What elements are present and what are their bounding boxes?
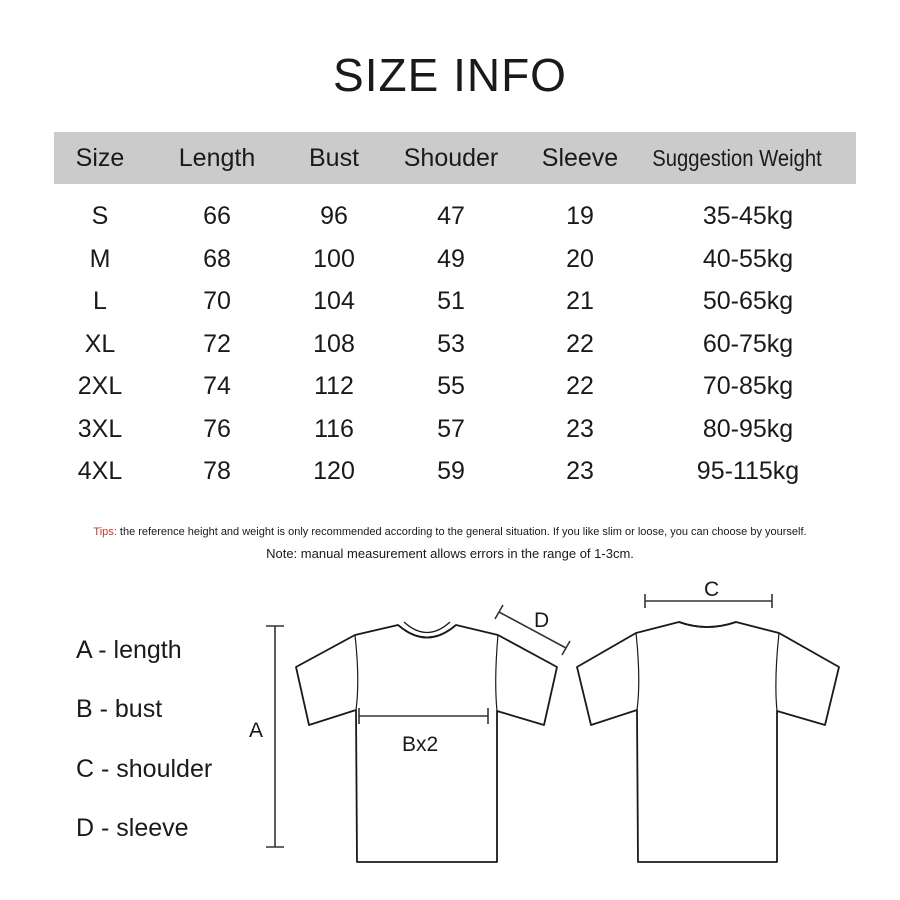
tshirt-back-icon [577, 622, 839, 862]
header-size: Size [75, 144, 125, 172]
cell-sleeve: 22 [566, 329, 594, 358]
cell-bust: 108 [313, 329, 355, 358]
legend-length: A - length [76, 636, 182, 664]
header-shoulder: Shouder [403, 144, 499, 172]
legend-sleeve: D - sleeve [76, 814, 189, 842]
cell-length: 78 [203, 457, 231, 485]
cell-weight: 40-55kg [702, 244, 794, 273]
header-bust: Bust [308, 144, 360, 172]
tips-label: Tips: [93, 526, 117, 538]
cell-length: 66 [203, 202, 231, 230]
cell-length: 68 [203, 244, 231, 273]
cell-sleeve: 19 [566, 202, 594, 230]
cell-size: M [89, 244, 111, 273]
cell-weight: 50-65kg [702, 287, 794, 315]
cell-bust: 104 [313, 287, 355, 315]
length-dimension [266, 626, 284, 847]
cell-shoulder: 49 [437, 244, 465, 273]
label-a: A [249, 719, 264, 742]
page-title: SIZE INFO [333, 49, 567, 101]
cell-length: 74 [203, 372, 231, 400]
cell-size: S [91, 202, 109, 230]
cell-shoulder: 53 [437, 329, 465, 358]
cell-bust: 116 [314, 414, 354, 443]
cell-weight: 80-95kg [702, 414, 794, 443]
cell-size: XL [84, 329, 116, 358]
cell-length: 72 [203, 329, 231, 358]
cell-sleeve: 21 [566, 287, 594, 315]
label-c: C [704, 578, 720, 601]
cell-shoulder: 47 [437, 202, 465, 230]
header-length: Length [178, 144, 256, 172]
cell-length: 70 [203, 287, 231, 315]
cell-size: 4XL [77, 457, 123, 485]
legend-bust: B - bust [76, 695, 163, 723]
cell-length: 76 [203, 414, 231, 443]
measurement-note: Note: manual measurement allows errors in the range of 1-3cm. [266, 546, 634, 561]
cell-size: 2XL [77, 372, 123, 400]
cell-shoulder: 59 [437, 457, 465, 485]
cell-size: 3XL [77, 414, 123, 443]
cell-weight: 95-115kg [696, 457, 800, 485]
cell-bust: 100 [313, 244, 355, 273]
cell-sleeve: 20 [566, 244, 594, 273]
cell-bust: 96 [320, 202, 348, 230]
header-suggestion-weight: Suggestion Weight [652, 145, 822, 171]
cell-sleeve: 23 [566, 414, 594, 443]
cell-sleeve: 23 [566, 457, 594, 485]
cell-sleeve: 22 [566, 372, 594, 400]
cell-bust: 112 [314, 372, 354, 400]
cell-shoulder: 55 [437, 372, 465, 400]
cell-weight: 70-85kg [702, 372, 794, 400]
cell-size: L [93, 287, 107, 315]
cell-weight: 60-75kg [702, 329, 794, 358]
cell-weight: 35-45kg [702, 202, 794, 230]
cell-shoulder: 57 [437, 414, 465, 443]
cell-bust: 120 [313, 457, 355, 485]
label-d: D [534, 609, 550, 632]
legend-shoulder: C - shoulder [76, 755, 213, 783]
tips-body: the reference height and weight is only recommended according to the general situation. If you like slim or loose, you can choose by yourself. [116, 526, 807, 538]
cell-shoulder: 51 [437, 287, 465, 315]
label-b: Bx2 [402, 733, 439, 756]
header-sleeve: Sleeve [541, 144, 619, 172]
